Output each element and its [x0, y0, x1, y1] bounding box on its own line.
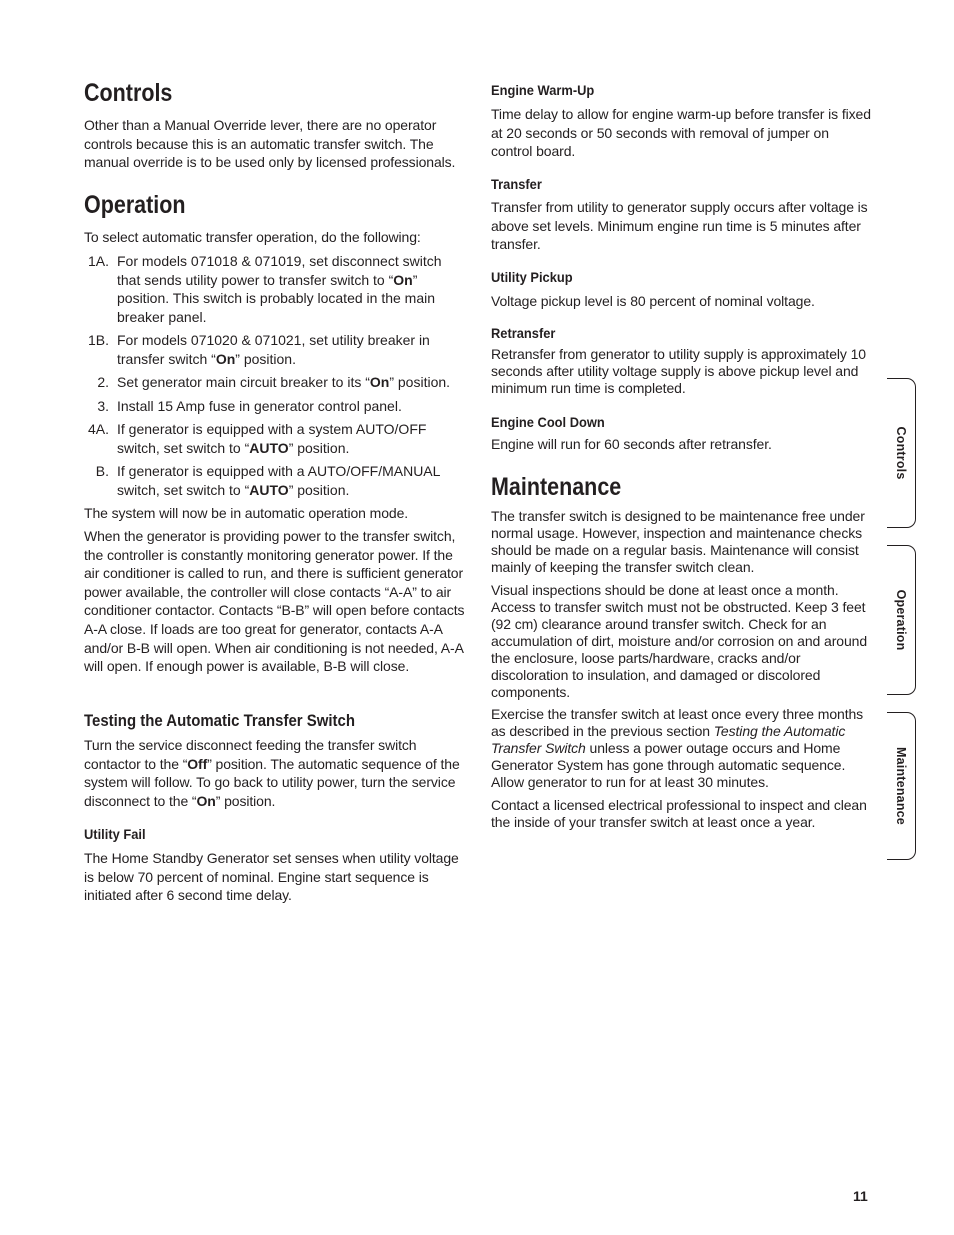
utility-pickup-body: Voltage pickup level is 80 percent of nominal voltage.: [491, 293, 815, 309]
step-number: 4A.: [87, 421, 109, 437]
transfer-body: Transfer from utility to generator supply occurs after voltage is above set levels. Minimum engine run time is 5 minutes after transfer.: [491, 199, 868, 253]
engine-cooldown-heading: Engine Cool Down: [491, 414, 605, 430]
step-emphasis: On: [393, 271, 413, 288]
testing-heading: Testing the Automatic Transfer Switch: [84, 711, 355, 730]
step-emphasis: AUTO: [249, 481, 289, 498]
step-text: ” position.: [389, 374, 451, 390]
step-emphasis: On: [215, 350, 236, 367]
operation-step: [84, 462, 466, 499]
step-emphasis: On: [369, 374, 390, 390]
utility-pickup-heading: Utility Pickup: [491, 269, 573, 285]
step-text: ” position.: [288, 481, 350, 498]
maintenance-paragraph-2: Visual inspections should be done at least once a month. Access to transfer switch must not be obstructed. Keep 3 feet (92 cm) clearance around transfer switch. Check for an accumulation of dirt, moisture and/or corrosion on and around the enclosure, loose parts/hardware, cracks and/or discoloration to insulation, and damaged or discolored components.: [491, 582, 868, 700]
step-number: 2.: [97, 374, 109, 390]
retransfer-body: Retransfer from generator to utility supply is approximately 10 seconds after utility voltage supply is above pickup level and minimum run time is completed.: [491, 346, 866, 396]
utility-fail-body: The Home Standby Generator set senses when utility voltage is below 70 percent of nominal. Engine start sequence is initiated after 6 second time delay.: [84, 850, 459, 904]
tab-controls-label: Controls: [894, 426, 908, 480]
step-number: 3.: [97, 398, 109, 414]
step-text: Set generator main circuit breaker to its “: [117, 374, 370, 390]
transfer-heading: Transfer: [491, 176, 542, 192]
testing-body: Turn the service disconnect feeding the transfer switch contactor to the “Off” position. The automatic sequence of the system will follow. To go back to utility power, turn the service disconnect to the “On” position.: [84, 737, 460, 809]
operation-step: [84, 331, 466, 368]
engine-warmup-heading: Engine Warm-Up: [491, 82, 595, 98]
step-text: For models 071018 & 071019, set disconnect switch that sends utility power to transfer switch to “: [117, 253, 442, 288]
step-number: 1B.: [87, 332, 109, 348]
controls-body: Other than a Manual Override lever, there are no operator controls because this is an automatic transfer switch. The manual override is to be used only by licensed professionals.: [84, 117, 456, 171]
step-text: ” position.: [288, 439, 350, 456]
operation-intro: To select automatic transfer operation, do the following:: [84, 229, 421, 245]
maintenance-paragraph-3: Exercise the transfer switch at least once every three months as described in the previous section Testing the Automatic Transfer Switch unless a power outage occurs and Home Generator System has gone through automatic sequence. Allow generator to run for at least 30 minutes.: [491, 706, 864, 790]
operation-step: [84, 373, 466, 392]
utility-fail-heading: Utility Fail: [84, 826, 146, 842]
tab-maintenance[interactable]: [887, 712, 916, 860]
step-text: For models 071020 & 071021, set utility breaker in transfer switch “: [117, 332, 430, 367]
engine-warmup-body: Time delay to allow for engine warm-up before transfer is fixed at 20 seconds or 50 seconds with removal of jumper on control board.: [491, 106, 871, 160]
maintenance-heading: Maintenance: [491, 473, 622, 501]
operation-heading: Operation: [84, 191, 186, 219]
step-text: If generator is equipped with a AUTO/OFF/MANUAL switch, set switch to “: [117, 463, 440, 498]
step-text: ” position.: [235, 350, 296, 367]
operation-step: [84, 397, 466, 416]
maintenance-paragraph-1: The transfer switch is designed to be maintenance free under normal usage. However, inspection and maintenance checks should be made on a regular basis. Maintenance will consist mainly of keeping the transfer switch clean.: [491, 508, 865, 575]
engine-cooldown-body: Engine will run for 60 seconds after retransfer.: [491, 436, 772, 452]
operation-step: [84, 252, 466, 326]
step-number: 1A.: [87, 253, 109, 269]
page-number: 11: [853, 1188, 868, 1204]
tab-controls[interactable]: [887, 378, 916, 528]
tab-operation[interactable]: [887, 545, 916, 695]
tab-operation-label: Operation: [894, 589, 908, 651]
step-text: ” position. This switch is probably located in the main breaker panel.: [117, 271, 436, 325]
step-emphasis: AUTO: [249, 439, 289, 456]
tab-maintenance-label: Maintenance: [894, 747, 908, 825]
step-text: Install 15 Amp fuse in generator control panel.: [117, 398, 402, 414]
step-number: B.: [95, 463, 109, 479]
step-text: If generator is equipped with a system AUTO/OFF switch, set switch to “: [117, 421, 427, 456]
operation-paragraph: When the generator is providing power to the transfer switch, the controller is constantly monitoring generator power. If the air conditioner is called to run, and there is sufficient generator power available, the controller will close contacts “A-A” to air conditioner contactor. Contacts “B-B” will open before contacts A-A close. If loads are too great for generator, contacts A-A and/or B-B will open. When air conditioning is not needed, A-A will open. If enough power is available, B-B will close.: [84, 528, 465, 675]
retransfer-heading: Retransfer: [491, 325, 556, 341]
operation-step: [84, 420, 466, 457]
maintenance-paragraph-4: Contact a licensed electrical professional to inspect and clean the inside of your transfer switch at least once a year.: [491, 797, 867, 830]
operation-after-steps: The system will now be in automatic operation mode.: [84, 505, 409, 521]
controls-heading: Controls: [84, 79, 173, 107]
